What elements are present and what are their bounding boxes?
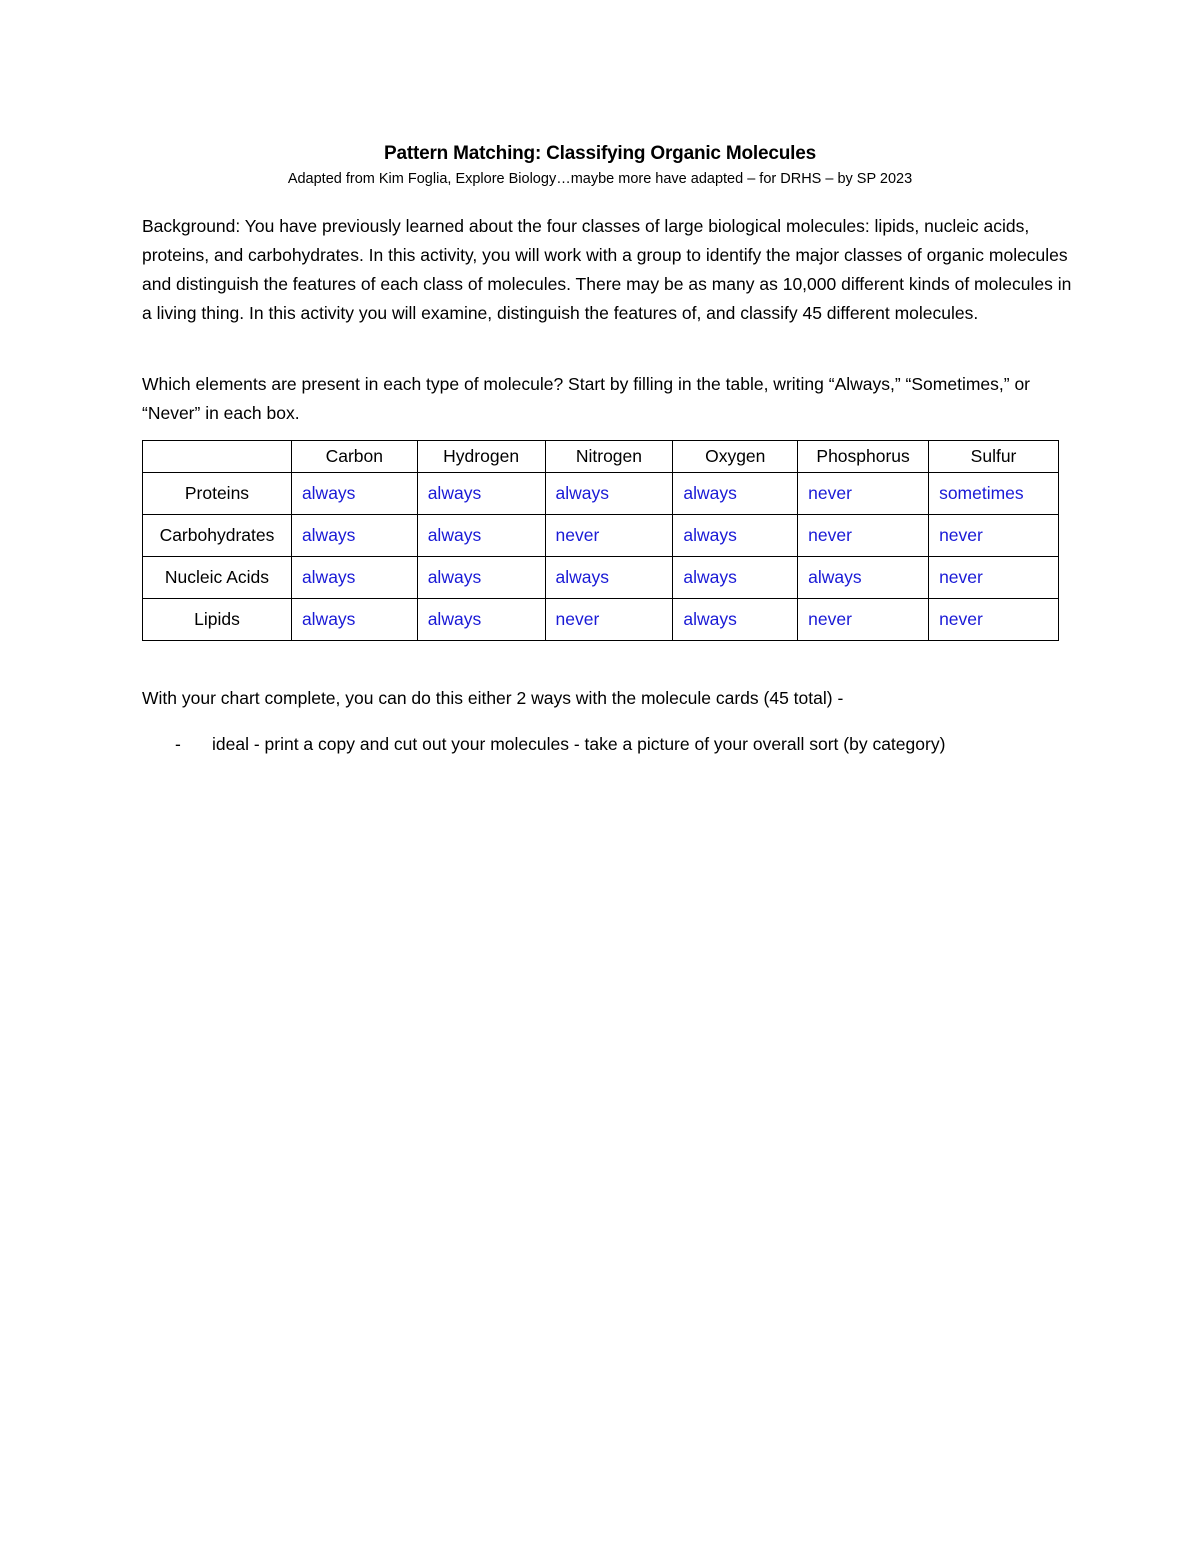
table-cell[interactable]: always — [673, 557, 798, 599]
table-cell[interactable]: sometimes — [929, 473, 1059, 515]
column-header-phosphorus: Phosphorus — [798, 441, 929, 473]
table-cell[interactable]: always — [673, 515, 798, 557]
list-item — [175, 734, 945, 755]
table-cell[interactable]: always — [417, 599, 545, 641]
table-cell[interactable]: always — [545, 557, 673, 599]
table-row — [143, 473, 1059, 515]
column-header-nitrogen: Nitrogen — [545, 441, 673, 473]
table-cell[interactable]: always — [673, 599, 798, 641]
table-cell[interactable]: always — [291, 557, 417, 599]
row-header-carbohydrates: Carbohydrates — [143, 515, 292, 557]
table-cell[interactable]: always — [545, 473, 673, 515]
table-cell[interactable]: never — [545, 599, 673, 641]
background-paragraph: Background: You have previously learned about the four classes of large biological molecules: lipids, nucleic acids, proteins, and carbohydrates. In this activity, you will work with a group to identify the major classes of organic molecules and distinguish the features of each class of molecules. There may be as many as 10,000 different kinds of molecules in a living thing. In this activity you will examine, distinguish the features of, and classify 45 different molecules. — [142, 216, 1072, 323]
table-cell[interactable]: always — [798, 557, 929, 599]
column-header-carbon: Carbon — [291, 441, 417, 473]
table-row — [143, 515, 1059, 557]
table-cell[interactable]: always — [291, 599, 417, 641]
table-cell[interactable]: always — [417, 473, 545, 515]
row-header-nucleic-acids: Nucleic Acids — [143, 557, 292, 599]
page-subtitle: Adapted from Kim Foglia, Explore Biology…maybe more have adapted – for DRHS – by SP 2023 — [287, 171, 913, 187]
table-corner-cell — [143, 441, 292, 473]
table-cell[interactable]: always — [291, 515, 417, 557]
column-header-oxygen: Oxygen — [673, 441, 798, 473]
table-cell[interactable]: never — [929, 599, 1059, 641]
bullet-marker: - — [175, 734, 181, 754]
page-title: Pattern Matching: Classifying Organic Molecules — [384, 143, 816, 164]
elements-table — [142, 440, 1059, 641]
table-cell[interactable]: never — [545, 515, 673, 557]
question-paragraph: Which elements are present in each type of molecule? Start by filling in the table, writing “Always,” “Sometimes,” or “Never” in each box. — [142, 374, 1031, 423]
table-cell[interactable]: never — [929, 515, 1059, 557]
table-cell[interactable]: never — [798, 599, 929, 641]
table-cell[interactable]: always — [291, 473, 417, 515]
table-cell[interactable]: never — [929, 557, 1059, 599]
column-header-sulfur: Sulfur — [929, 441, 1059, 473]
table-row — [143, 599, 1059, 641]
table-cell[interactable]: always — [417, 515, 545, 557]
row-header-proteins: Proteins — [143, 473, 292, 515]
table-cell[interactable]: never — [798, 473, 929, 515]
column-header-hydrogen: Hydrogen — [417, 441, 545, 473]
table-cell[interactable]: never — [798, 515, 929, 557]
table-cell[interactable]: always — [673, 473, 798, 515]
table-cell[interactable]: always — [417, 557, 545, 599]
table-row — [143, 557, 1059, 599]
row-header-lipids: Lipids — [143, 599, 292, 641]
instructions-text: With your chart complete, you can do this either 2 ways with the molecule cards (45 total) - — [142, 688, 844, 708]
table-header-row — [143, 441, 1059, 473]
bullet-text: ideal - print a copy and cut out your molecules - take a picture of your overall sort (by category) — [212, 734, 946, 754]
